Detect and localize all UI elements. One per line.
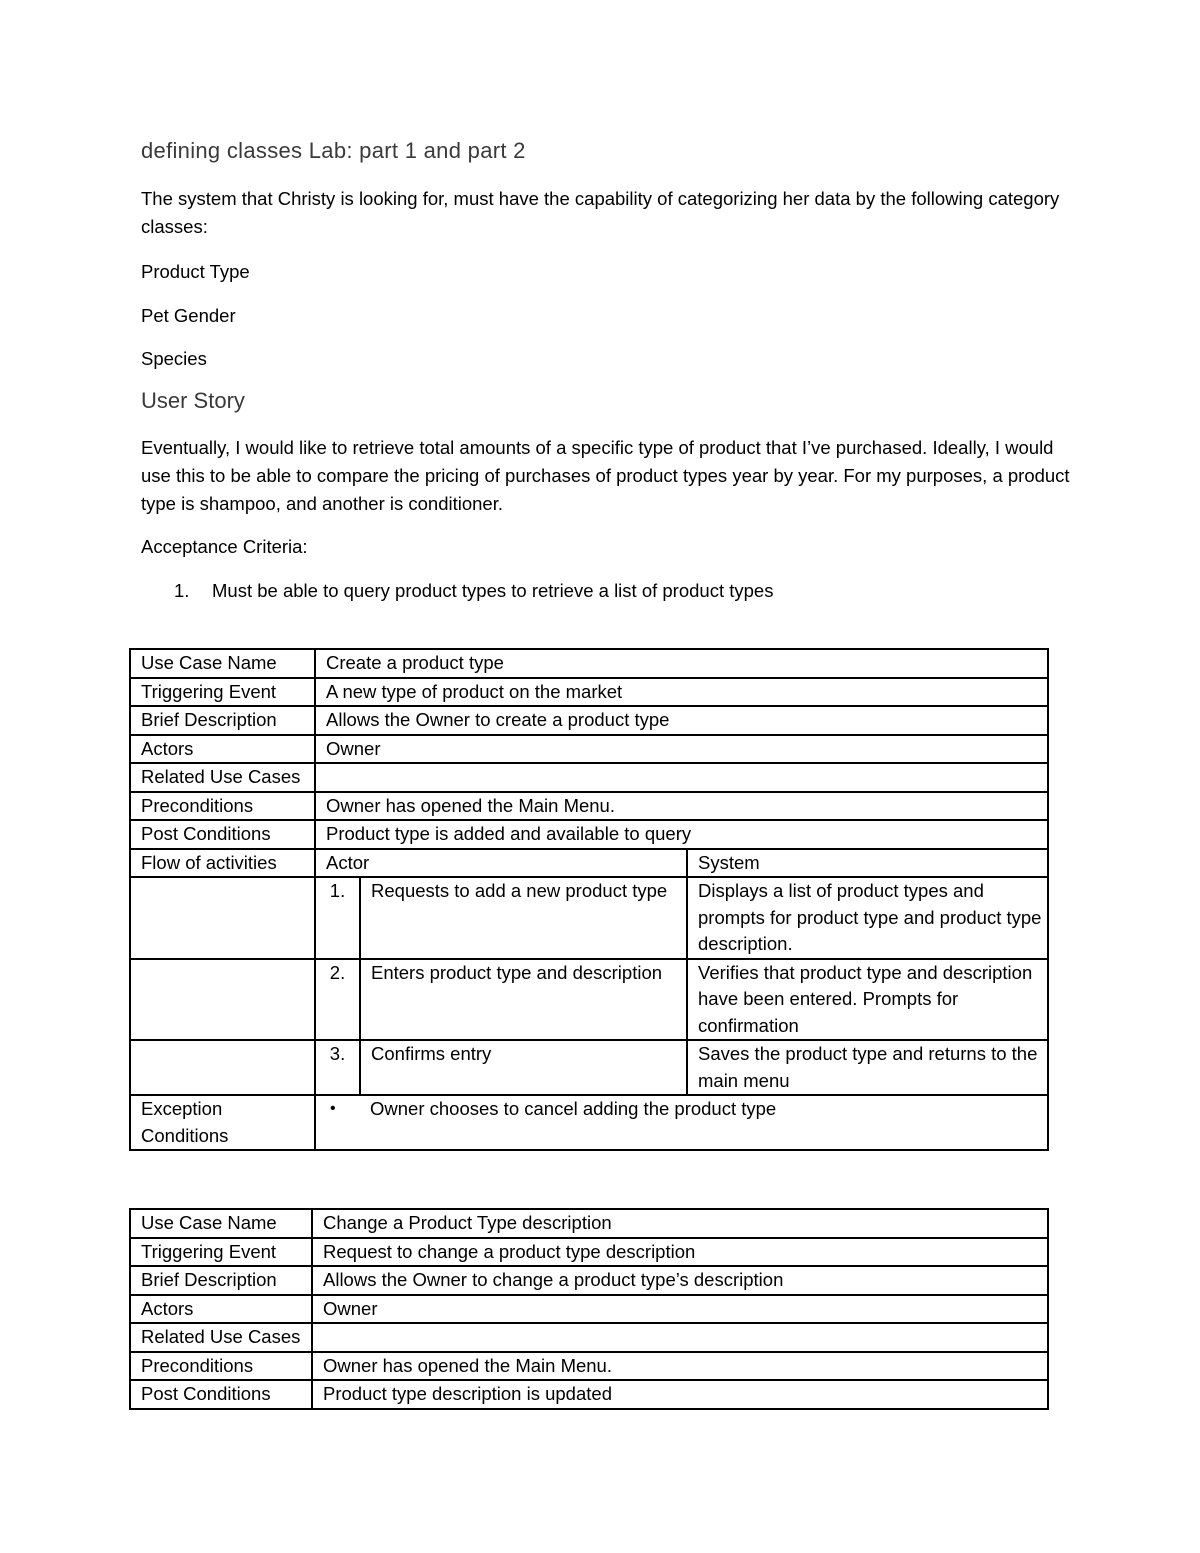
page-title: defining classes Lab: part 1 and part 2 [141, 138, 526, 163]
row-label: Use Case Name [130, 649, 315, 678]
acceptance-item [174, 577, 773, 605]
step-number: 1. [315, 877, 360, 959]
user-story-heading: User Story [141, 388, 245, 413]
category-species: Species [141, 348, 207, 369]
table-row [130, 1238, 1048, 1267]
step-actor: Enters product type and description [360, 959, 687, 1041]
table-row [130, 735, 1048, 764]
exception-label: Exception Conditions [130, 1095, 315, 1150]
system-header: System [687, 849, 1048, 878]
table-row [130, 1380, 1048, 1409]
row-value: Allows the Owner to change a product type’s description [312, 1266, 1048, 1295]
row-value: Allows the Owner to create a product type [315, 706, 1048, 735]
intro-paragraph: The system that Christy is looking for, must have the capability of categorizing her data by the following category classes: [141, 188, 1060, 237]
row-label: Preconditions [130, 1352, 312, 1381]
row-value: Owner has opened the Main Menu. [315, 792, 1048, 821]
acceptance-heading: Acceptance Criteria: [141, 536, 308, 557]
table-row [130, 820, 1048, 849]
exception-item [326, 1096, 1047, 1123]
row-value: Change a Product Type description [312, 1209, 1048, 1238]
step-system: Verifies that product type and description have been entered. Prompts for confirmation [687, 959, 1048, 1041]
use-case-table-change [129, 1208, 1049, 1410]
empty-cell [130, 959, 315, 1041]
table-row [130, 763, 1048, 792]
exception-text: Owner chooses to cancel adding the product type [370, 1098, 777, 1119]
empty-cell [130, 877, 315, 959]
list-number: 1. [174, 580, 190, 601]
exception-cell [315, 1095, 1048, 1150]
row-value: A new type of product on the market [315, 678, 1048, 707]
table-row [130, 1040, 1048, 1095]
row-label: Preconditions [130, 792, 315, 821]
category-pet-gender: Pet Gender [141, 305, 236, 326]
step-system: Saves the product type and returns to the main menu [687, 1040, 1048, 1095]
table-row [130, 1352, 1048, 1381]
actor-header: Actor [315, 849, 687, 878]
empty-cell [130, 1040, 315, 1095]
row-label: Use Case Name [130, 1209, 312, 1238]
row-label: Post Conditions [130, 820, 315, 849]
table-row [130, 792, 1048, 821]
row-label: Brief Description [130, 1266, 312, 1295]
step-actor: Requests to add a new product type [360, 877, 687, 959]
step-number: 2. [315, 959, 360, 1041]
row-label: Triggering Event [130, 678, 315, 707]
use-case-table-create [129, 648, 1049, 1151]
table-row [130, 1095, 1048, 1150]
row-label: Post Conditions [130, 1380, 312, 1409]
table-row [130, 649, 1048, 678]
step-system: Displays a list of product types and prompts for product type and product type description. [687, 877, 1048, 959]
row-value: Request to change a product type description [312, 1238, 1048, 1267]
user-story-paragraph: Eventually, I would like to retrieve total amounts of a specific type of product that I’ve purchased. Ideally, I would use this to be able to compare the pricing of purchases of product types year by year. For my purposes, a product type is shampoo, and another is conditioner. [141, 437, 1070, 514]
table-row [130, 678, 1048, 707]
list-text: Must be able to query product types to retrieve a list of product types [212, 580, 774, 601]
row-label: Related Use Cases [130, 1323, 312, 1352]
table-row [130, 959, 1048, 1041]
table-row [130, 1266, 1048, 1295]
row-label: Actors [130, 735, 315, 764]
row-value: Owner has opened the Main Menu. [312, 1352, 1048, 1381]
row-value: Owner [312, 1295, 1048, 1324]
table-row [130, 706, 1048, 735]
row-value: Create a product type [315, 649, 1048, 678]
row-value: Product type is added and available to query [315, 820, 1048, 849]
table-row [130, 1209, 1048, 1238]
row-value [312, 1323, 1048, 1352]
row-value [315, 763, 1048, 792]
row-value: Owner [315, 735, 1048, 764]
row-label: Related Use Cases [130, 763, 315, 792]
category-product-type: Product Type [141, 261, 250, 282]
flow-label: Flow of activities [130, 849, 315, 878]
row-label: Brief Description [130, 706, 315, 735]
bullet-icon: • [330, 1100, 336, 1117]
row-value: Product type description is updated [312, 1380, 1048, 1409]
table-row [130, 849, 1048, 878]
step-actor: Confirms entry [360, 1040, 687, 1095]
table-row [130, 877, 1048, 959]
row-label: Triggering Event [130, 1238, 312, 1267]
row-label: Actors [130, 1295, 312, 1324]
table-row [130, 1323, 1048, 1352]
table-row [130, 1295, 1048, 1324]
step-number: 3. [315, 1040, 360, 1095]
